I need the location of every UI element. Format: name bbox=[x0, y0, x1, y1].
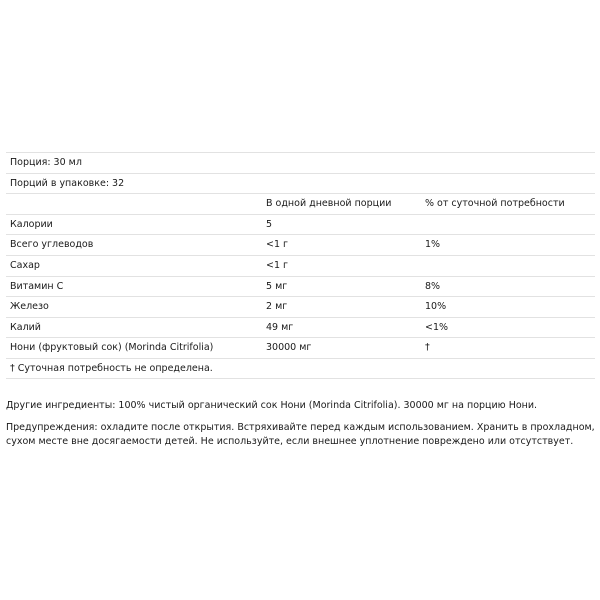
nutrient-name: Витамин С bbox=[10, 280, 64, 292]
nutrient-amount: 49 мг bbox=[266, 321, 294, 333]
nutrient-name: Всего углеводов bbox=[10, 239, 94, 251]
nutrient-name: Нони (фруктовый сок) (Morinda Citrifolia) bbox=[10, 342, 214, 354]
nutrient-daily-value: <1% bbox=[425, 321, 449, 333]
nutrient-amount: 5 мг bbox=[266, 280, 288, 292]
serving-size-row bbox=[6, 152, 595, 173]
table-row bbox=[6, 337, 595, 358]
table-row bbox=[6, 276, 595, 297]
table-row bbox=[6, 214, 595, 235]
table-row bbox=[6, 317, 595, 338]
supplement-facts-table bbox=[6, 152, 595, 379]
table-row bbox=[6, 234, 595, 255]
table-header-row bbox=[6, 193, 595, 214]
nutrient-daily-value: 8% bbox=[425, 280, 441, 292]
column-header-per-serving: В одной дневной порции bbox=[266, 198, 392, 210]
column-header-daily-value: % от суточной потребности bbox=[425, 198, 565, 210]
nutrient-amount: 2 мг bbox=[266, 301, 288, 313]
nutrient-name: Сахар bbox=[10, 259, 40, 271]
nutrient-daily-value: † bbox=[425, 342, 430, 354]
servings-per-container-row bbox=[6, 173, 595, 194]
nutrient-daily-value: 10% bbox=[425, 301, 447, 313]
nutrient-amount: <1 г bbox=[266, 239, 289, 251]
footnote: † Суточная потребность не определена. bbox=[10, 362, 213, 374]
nutrient-amount: 5 bbox=[266, 218, 273, 230]
warnings: Предупреждения: охладите после открытия. Встряхивайте перед каждым использованием. Хранить в прохладном, сухом месте вне досягаемости детей. Не используйте, если внешнее уплотнение повреждено или отсутствует. bbox=[6, 422, 595, 447]
nutrient-name: Калории bbox=[10, 218, 53, 230]
nutrient-amount: 30000 мг bbox=[266, 342, 312, 354]
nutrient-name: Калий bbox=[10, 321, 41, 333]
nutrient-name: Железо bbox=[10, 301, 49, 313]
nutrient-amount: <1 г bbox=[266, 259, 289, 271]
servings-per-container: Порций в упаковке: 32 bbox=[10, 177, 125, 189]
table-row bbox=[6, 296, 595, 317]
other-ingredients: Другие ингредиенты: 100% чистый органический сок Нони (Morinda Citrifolia). 30000 мг на порцию Нони. bbox=[6, 400, 538, 411]
nutrient-daily-value: 1% bbox=[425, 239, 441, 251]
table-row bbox=[6, 255, 595, 276]
footnote-row bbox=[6, 358, 595, 379]
serving-size: Порция: 30 мл bbox=[10, 157, 82, 168]
